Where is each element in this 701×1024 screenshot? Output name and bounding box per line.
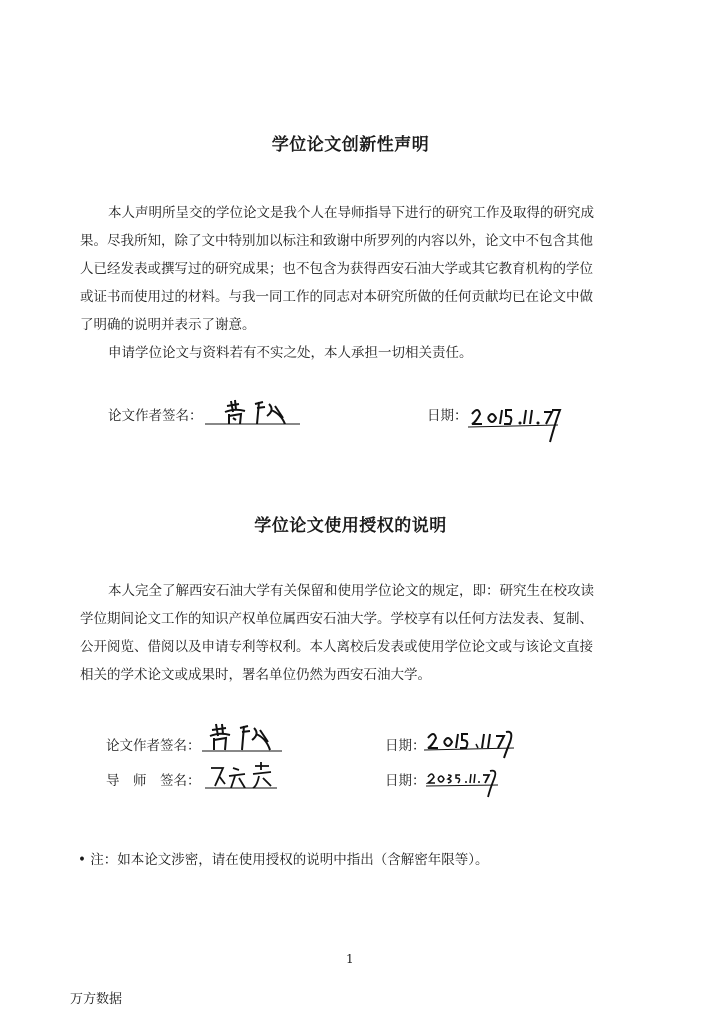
author-signature-2 xyxy=(200,722,290,754)
advisor-signature-label: 导 师 签名： xyxy=(106,773,201,789)
declaration-line-4: 或证书而使用过的材料。与我一同工作的同志对本研究所做的任何贡献均已在论文中做 xyxy=(80,289,593,305)
authorization-title: 学位论文使用授权的说明 xyxy=(254,516,447,536)
confidentiality-note: • 注：如本论文涉密，请在使用授权的说明中指出（含解密年限等）。 xyxy=(78,852,489,868)
authorization-paragraph xyxy=(80,577,640,689)
date-label-3: 日期： xyxy=(385,773,426,789)
date-handwritten-3 xyxy=(426,765,506,799)
authorization-line-1: 本人完全了解西安石油大学有关保留和使用学位论文的规定，即：研究生在校攻读 xyxy=(108,583,594,599)
declaration-line-2: 果。尽我所知，除了文中特别加以标注和致谢中所罗列的内容以外，论文中不包含其他 xyxy=(80,233,593,249)
declaration-paragraph xyxy=(80,199,640,367)
advisor-signature xyxy=(205,760,285,792)
declaration-title: 学位论文创新性声明 xyxy=(271,135,430,155)
declaration-line-5: 了明确的说明并表示了谢意。 xyxy=(80,317,256,333)
date-handwritten-2 xyxy=(424,726,524,760)
author-signature-1 xyxy=(205,398,305,428)
author-signature-label-2: 论文作者签名： xyxy=(106,738,201,754)
declaration-responsibility: 申请学位论文与资料若有不实之处，本人承担一切相关责任。 xyxy=(108,345,473,361)
page-number: 1 xyxy=(346,952,354,966)
date-handwritten-1 xyxy=(468,400,568,446)
declaration-line-1: 本人声明所呈交的学位论文是我个人在导师指导下进行的研究工作及取得的研究成 xyxy=(108,205,594,221)
declaration-line-3: 人已经发表或撰写过的研究成果；也不包含为获得西安石油大学或其它教育机构的学位 xyxy=(80,261,593,277)
authorization-line-4: 相关的学术论文或成果时，署名单位仍然为西安石油大学。 xyxy=(80,667,431,683)
authorization-line-2: 学位期间论文工作的知识产权单位属西安石油大学。学校享有以任何方法发表、复制、 xyxy=(80,611,593,627)
date-label-1: 日期： xyxy=(427,408,468,424)
authorization-line-3: 公开阅览、借阅以及申请专利等权利。本人离校后发表或使用学位论文或与该论文直接 xyxy=(80,639,593,655)
date-label-2: 日期： xyxy=(385,738,426,754)
author-signature-label-1: 论文作者签名： xyxy=(108,408,203,424)
footer-brand: 万方数据 xyxy=(70,992,123,1007)
